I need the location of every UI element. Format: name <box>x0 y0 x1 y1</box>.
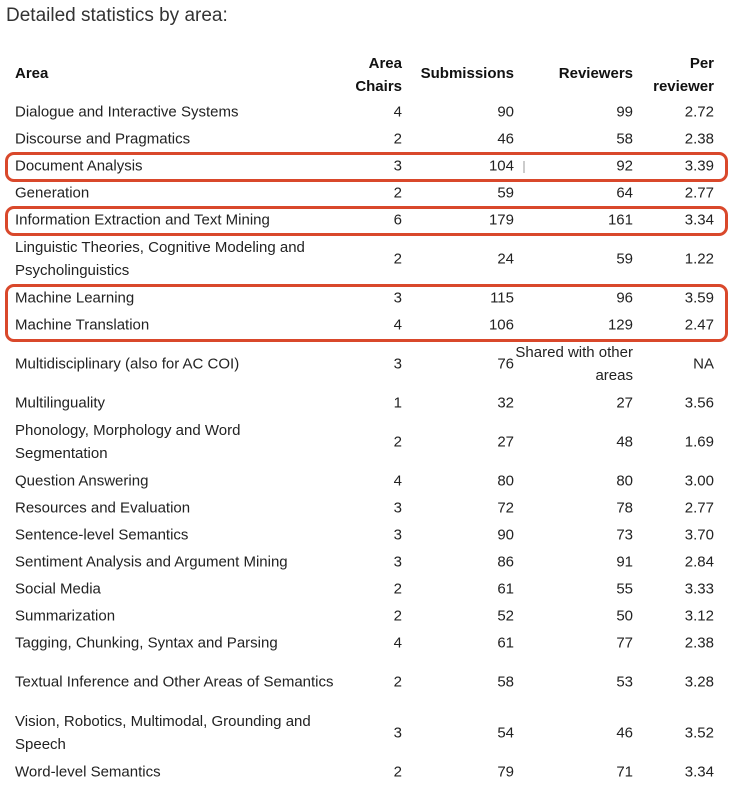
cell-area-chairs: 2 <box>393 184 402 202</box>
header-per-reviewer-line1: Per <box>689 55 714 72</box>
cell-submissions: 90 <box>497 103 514 121</box>
cell-reviewers: 27 <box>616 394 633 412</box>
header-area-chairs <box>355 52 402 98</box>
cell-area-chairs: 4 <box>393 316 402 334</box>
cell-reviewers: 59 <box>616 250 633 268</box>
cell-area-chairs: 2 <box>393 673 402 691</box>
cell-area-chairs: 3 <box>393 355 402 373</box>
header-area-chairs-line2: Chairs <box>355 78 402 95</box>
cell-reviewers: Shared with other areas <box>515 344 633 384</box>
cell-area: Document Analysis <box>15 157 143 175</box>
cell-submissions: 115 <box>490 289 514 307</box>
cell-area-chairs: 4 <box>393 472 402 490</box>
table-row <box>0 495 740 522</box>
cell-area: Textual Inference and Other Areas of Semantics <box>15 673 334 691</box>
table-row <box>0 339 740 389</box>
cell-area-chairs: 3 <box>393 157 402 175</box>
cell-reviewers: 80 <box>616 472 633 490</box>
cell-per-reviewer: 3.70 <box>684 526 714 544</box>
cell-per-reviewer: NA <box>693 355 714 373</box>
cell-area: Question Answering <box>15 472 149 490</box>
table-row <box>0 630 740 657</box>
cell-submissions: 46 <box>497 130 514 148</box>
cell-reviewers: 48 <box>616 433 633 451</box>
cell-submissions: 58 <box>497 673 514 691</box>
cell-per-reviewer: 2.47 <box>684 316 714 334</box>
cell-reviewers: 71 <box>616 763 633 781</box>
cell-per-reviewer: 3.56 <box>684 394 714 412</box>
header-reviewers: Reviewers <box>558 65 633 82</box>
table-row <box>0 603 740 630</box>
cell-reviewers: 58 <box>616 130 633 148</box>
cell-area-chairs: 1 <box>393 394 402 412</box>
table-row <box>0 99 740 126</box>
cell-submissions: 104 <box>488 157 514 175</box>
highlight-box-document-analysis <box>5 152 728 182</box>
cell-per-reviewer: 1.69 <box>684 433 714 451</box>
table-row <box>0 522 740 549</box>
cell-submissions: 90 <box>497 526 514 544</box>
table-row <box>0 708 740 758</box>
cell-per-reviewer: 3.59 <box>684 289 714 307</box>
page-title: Detailed statistics by area: <box>6 5 228 26</box>
cell-per-reviewer: 2.72 <box>684 103 714 121</box>
cell-area: Sentiment Analysis and Argument Mining <box>15 553 288 571</box>
cell-per-reviewer: 3.28 <box>684 673 714 691</box>
cell-area: Generation <box>15 184 90 202</box>
table-row <box>0 126 740 153</box>
cell-submissions: 179 <box>488 211 514 229</box>
cell-area: Phonology, Morphology and Word Segmentation <box>15 422 241 462</box>
cell-submissions: 52 <box>497 607 514 625</box>
cell-per-reviewer: 2.77 <box>684 499 714 517</box>
cell-area: Multilinguality <box>15 394 106 412</box>
cell-per-reviewer: 2.77 <box>684 184 714 202</box>
cell-per-reviewer: 3.34 <box>684 211 714 229</box>
cell-reviewers: 92 <box>616 157 633 175</box>
cell-submissions: 59 <box>497 184 514 202</box>
cell-reviewers: 77 <box>616 634 633 652</box>
highlight-box-ml-mt <box>5 284 728 342</box>
cell-submissions: 80 <box>497 472 514 490</box>
cell-area-chairs: 6 <box>393 211 402 229</box>
cell-area-chairs: 2 <box>393 763 402 781</box>
cell-area: Resources and Evaluation <box>15 499 191 517</box>
table-row <box>0 576 740 603</box>
cell-area: Dialogue and Interactive Systems <box>15 103 239 121</box>
cell-reviewers: 99 <box>616 103 633 121</box>
header-per-reviewer-line2: reviewer <box>653 78 714 95</box>
cell-area-chairs: 3 <box>393 724 402 742</box>
header-submissions: Submissions <box>420 65 514 82</box>
cell-submissions: 27 <box>497 433 514 451</box>
cell-area: Multidisciplinary (also for AC COI) <box>15 355 240 373</box>
cell-submissions: 61 <box>497 580 514 598</box>
cell-submissions: 76 <box>497 355 514 373</box>
cell-area-chairs: 2 <box>393 250 402 268</box>
cell-reviewers: 73 <box>616 526 633 544</box>
cell-submissions: 72 <box>497 499 514 517</box>
table-row <box>0 468 740 495</box>
cell-submissions: 61 <box>497 634 514 652</box>
cell-reviewers: 91 <box>616 553 633 571</box>
cell-area: Word-level Semantics <box>15 763 161 781</box>
cell-area: Sentence-level Semantics <box>15 526 189 544</box>
cell-reviewers: 55 <box>616 580 633 598</box>
header-area-chairs-line1: Area <box>368 55 402 72</box>
cell-submissions: 106 <box>488 316 514 334</box>
cell-submissions: 54 <box>497 724 514 742</box>
cell-reviewers: 129 <box>607 316 633 334</box>
table-row <box>0 657 740 707</box>
cell-per-reviewer: 3.52 <box>684 724 714 742</box>
cell-per-reviewer: 2.84 <box>684 553 714 571</box>
cell-per-reviewer: 3.34 <box>684 763 714 781</box>
cell-per-reviewer: 1.22 <box>684 250 714 268</box>
table-row <box>0 549 740 576</box>
cell-area-chairs: 2 <box>393 580 402 598</box>
cell-area: Linguistic Theories, Cognitive Modeling and Psycholinguistics <box>15 239 305 279</box>
cell-submissions: 86 <box>497 553 514 571</box>
cell-area-chairs: 2 <box>393 607 402 625</box>
cell-area-chairs: 2 <box>393 433 402 451</box>
cell-reviewers: 64 <box>616 184 633 202</box>
cell-area: Information Extraction and Text Mining <box>15 211 270 229</box>
cell-area: Machine Learning <box>15 289 135 307</box>
cell-area: Tagging, Chunking, Syntax and Parsing <box>15 634 278 652</box>
cell-reviewers: 161 <box>607 211 633 229</box>
cell-area: Summarization <box>15 607 116 625</box>
cell-per-reviewer: 3.39 <box>684 157 714 175</box>
cell-area-chairs: 4 <box>393 634 402 652</box>
cell-reviewers: 96 <box>616 289 633 307</box>
highlight-box-information-extraction <box>5 206 728 236</box>
table-row <box>0 759 740 786</box>
cell-area: Discourse and Pragmatics <box>15 130 191 148</box>
cell-submissions: 24 <box>497 250 514 268</box>
cell-area-chairs: 3 <box>393 526 402 544</box>
cell-area: Vision, Robotics, Multimodal, Grounding and Speech <box>15 713 311 753</box>
cell-per-reviewer: 2.38 <box>684 130 714 148</box>
cell-area-chairs: 2 <box>393 130 402 148</box>
header-area: Area <box>15 65 49 82</box>
cell-reviewers: 46 <box>616 724 633 742</box>
cell-per-reviewer: 3.00 <box>684 472 714 490</box>
cell-reviewers: 78 <box>616 499 633 517</box>
table-row <box>0 234 740 284</box>
cell-per-reviewer: 3.12 <box>684 607 714 625</box>
cell-reviewers: 53 <box>616 673 633 691</box>
cell-submissions: 79 <box>497 763 514 781</box>
cell-area: Social Media <box>15 580 101 598</box>
cell-area-chairs: 3 <box>393 553 402 571</box>
cell-per-reviewer: 2.38 <box>684 634 714 652</box>
cell-area: Machine Translation <box>15 316 150 334</box>
cell-per-reviewer: 3.33 <box>684 580 714 598</box>
cell-area-chairs: 3 <box>393 289 402 307</box>
table-row <box>0 180 740 207</box>
cell-reviewers: 50 <box>616 607 633 625</box>
cell-area-chairs: 4 <box>393 103 402 121</box>
cell-submissions: 32 <box>497 394 514 412</box>
table-row <box>0 417 740 467</box>
cell-area-chairs: 3 <box>393 499 402 517</box>
table-row <box>0 390 740 417</box>
header-per-reviewer <box>653 52 714 98</box>
